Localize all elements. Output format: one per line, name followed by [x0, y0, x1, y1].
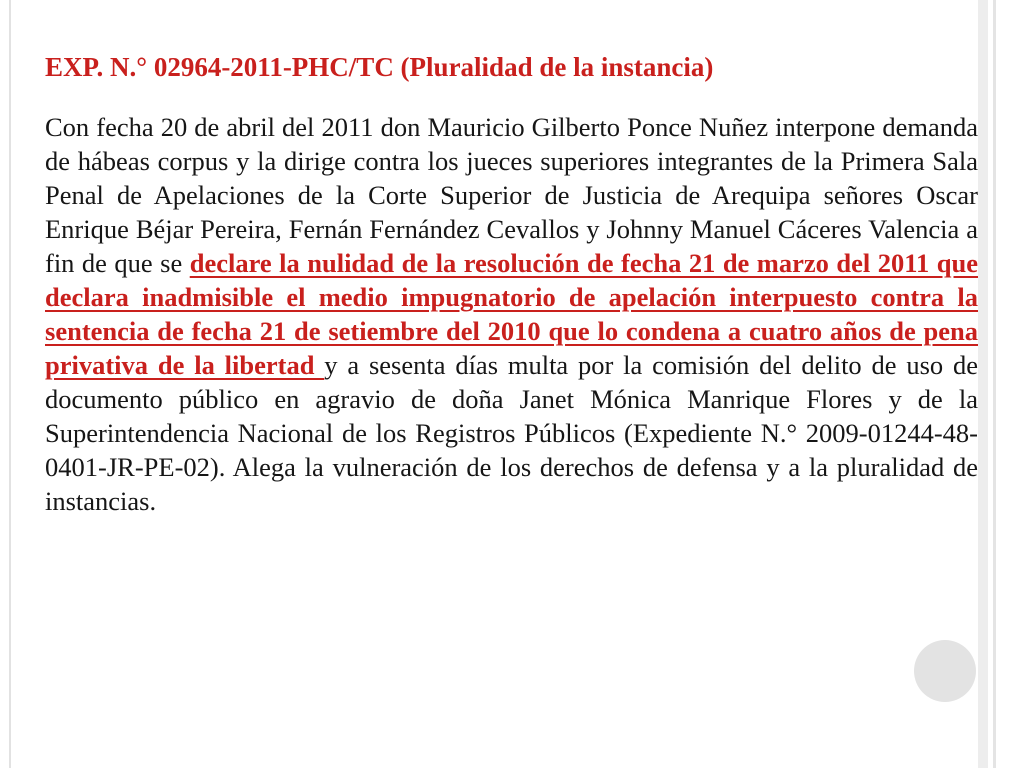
decorative-circle: [914, 640, 976, 702]
slide-border-left: [9, 0, 11, 768]
paragraph-text-before: Con fecha 20 de abril del 2011 don Mauricio Gilberto Ponce Nuñez interpone demanda de hábeas corpus y la dirige contra los jueces superiores integrantes de la Primera Sala Penal de Apelaciones de la Corte Superior de Justicia de Arequipa señores Oscar Enrique Béjar Pereira, Fernán Fernández Cevallos y Johnny Manuel Cáceres Valencia a fin de que se: [45, 112, 978, 278]
highlighted-text: declare la nulidad de la resolución de fecha 21 de marzo del 2011 que declara inadmisible el medio impugnatorio de apelación interpuesto contra la sentencia de fecha 21 de setiembre del 2010 que lo condena a cuatro años de pena privativa de la libertad: [45, 248, 978, 380]
slide-border-right: [978, 0, 988, 768]
paragraph-text-after: y a sesenta días multa por la comisión del delito de uso de documento público en agravio de doña Janet Mónica Manrique Flores y de la Superintendencia Nacional de los Registros Públicos (Expediente N.° 2009-01244-48-0401-JR-PE-02). Alega la vulneración de los derechos de defensa y a la pluralidad de instancias.: [45, 350, 979, 516]
case-paragraph: [45, 110, 978, 518]
slide-content: [45, 50, 978, 518]
case-heading: EXP. N.° 02964-2011-PHC/TC (Pluralidad de la instancia): [45, 52, 714, 82]
slide-border-right-inner: [993, 0, 996, 768]
